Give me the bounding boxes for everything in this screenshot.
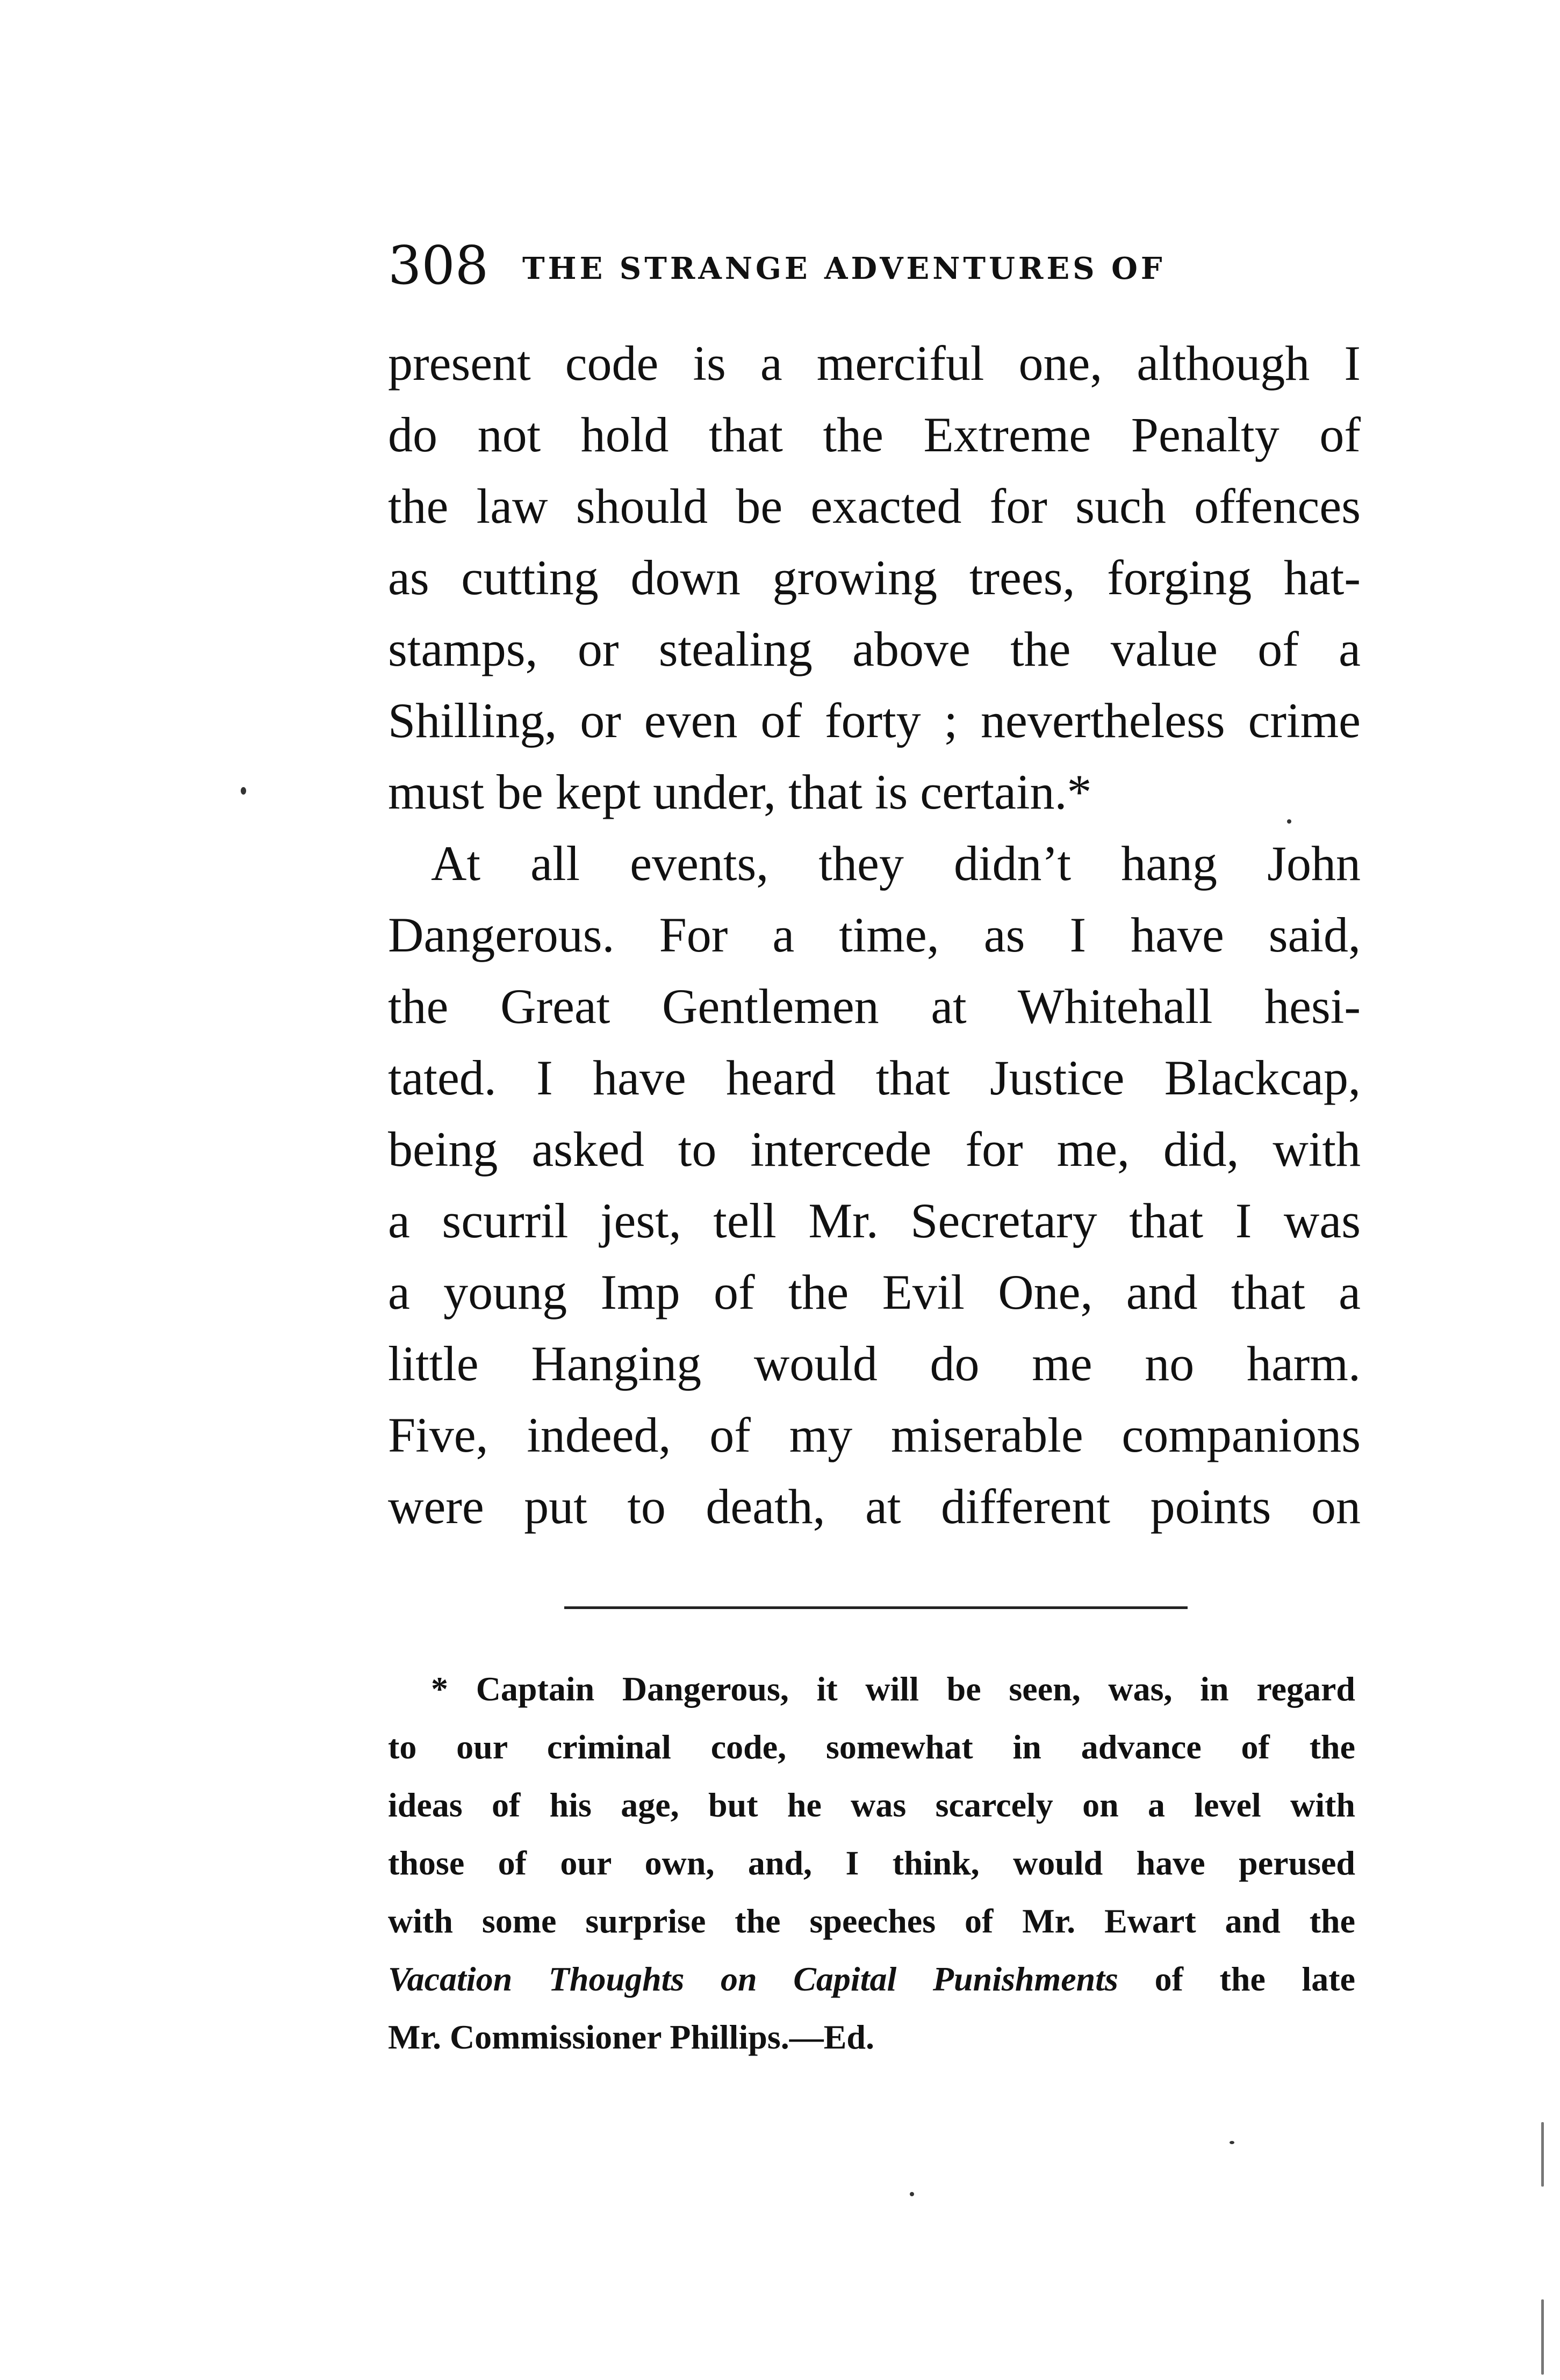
text-line: being asked to intercede for me, did, with — [388, 1122, 1361, 1177]
text-line: the law should be exacted for such offences — [388, 479, 1361, 533]
ink-speck — [1230, 2141, 1234, 2144]
body-text — [388, 328, 1361, 1542]
page-header — [388, 236, 1366, 295]
text-line: must be kept under, that is certain.* — [388, 765, 1092, 819]
footnote-line: ideas of his age, but he was scarcely on a level with — [388, 1786, 1355, 1824]
text-line: tated. I have heard that Justice Blackcap, — [388, 1050, 1361, 1105]
footnote-line: with some surprise the speeches of Mr. Ewart and the — [388, 1902, 1355, 1940]
text-line: present code is a merciful one, although I — [388, 336, 1361, 391]
footnote-divider — [564, 1606, 1188, 1609]
page-number: 308 — [388, 235, 489, 297]
text-line: stamps, or stealing above the value of a — [388, 622, 1361, 676]
text-line: Dangerous. For a time, as I have said, — [388, 907, 1361, 962]
text-line: as cutting down growing trees, forging hat- — [388, 550, 1361, 605]
text-line: the Great Gentlemen at Whitehall hesi- — [388, 979, 1361, 1034]
text-line: do not hold that the Extreme Penalty of — [388, 407, 1361, 462]
ink-speck — [1541, 2122, 1544, 2187]
running-title: THE STRANGE ADVENTURES OF — [522, 251, 1166, 286]
footnote-line: to our criminal code, somewhat in advance of the — [388, 1728, 1355, 1766]
cited-work-title: Vacation Thoughts on Capital Punishments — [388, 1960, 1118, 1998]
text-line: little Hanging would do me no harm. — [388, 1336, 1361, 1391]
text-line: a scurril jest, tell Mr. Secretary that I was — [388, 1193, 1361, 1248]
ink-speck — [910, 2192, 914, 2196]
ink-speck — [1541, 2299, 1544, 2375]
ink-speck — [241, 787, 246, 795]
text-line: At all events, they didn’t hang John — [431, 836, 1361, 891]
footnote-line: Mr. Commissioner Phillips.—Ed. — [388, 2018, 874, 2056]
citation-rest: of the late — [1118, 1960, 1356, 1998]
text-line: a young Imp of the Evil One, and that a — [388, 1265, 1361, 1319]
footnote-line-citation — [388, 1950, 1355, 2008]
footnote — [388, 1660, 1355, 2066]
footnote-line: * Captain Dangerous, it will be seen, was, in regard — [431, 1670, 1355, 1708]
ink-speck — [1287, 819, 1291, 824]
footnote-line: those of our own, and, I think, would have perused — [388, 1844, 1355, 1882]
text-line: Five, indeed, of my miserable companions — [388, 1408, 1361, 1462]
text-line: were put to death, at different points on — [388, 1479, 1361, 1534]
text-line: Shilling, or even of forty ; nevertheless crime — [388, 693, 1361, 748]
